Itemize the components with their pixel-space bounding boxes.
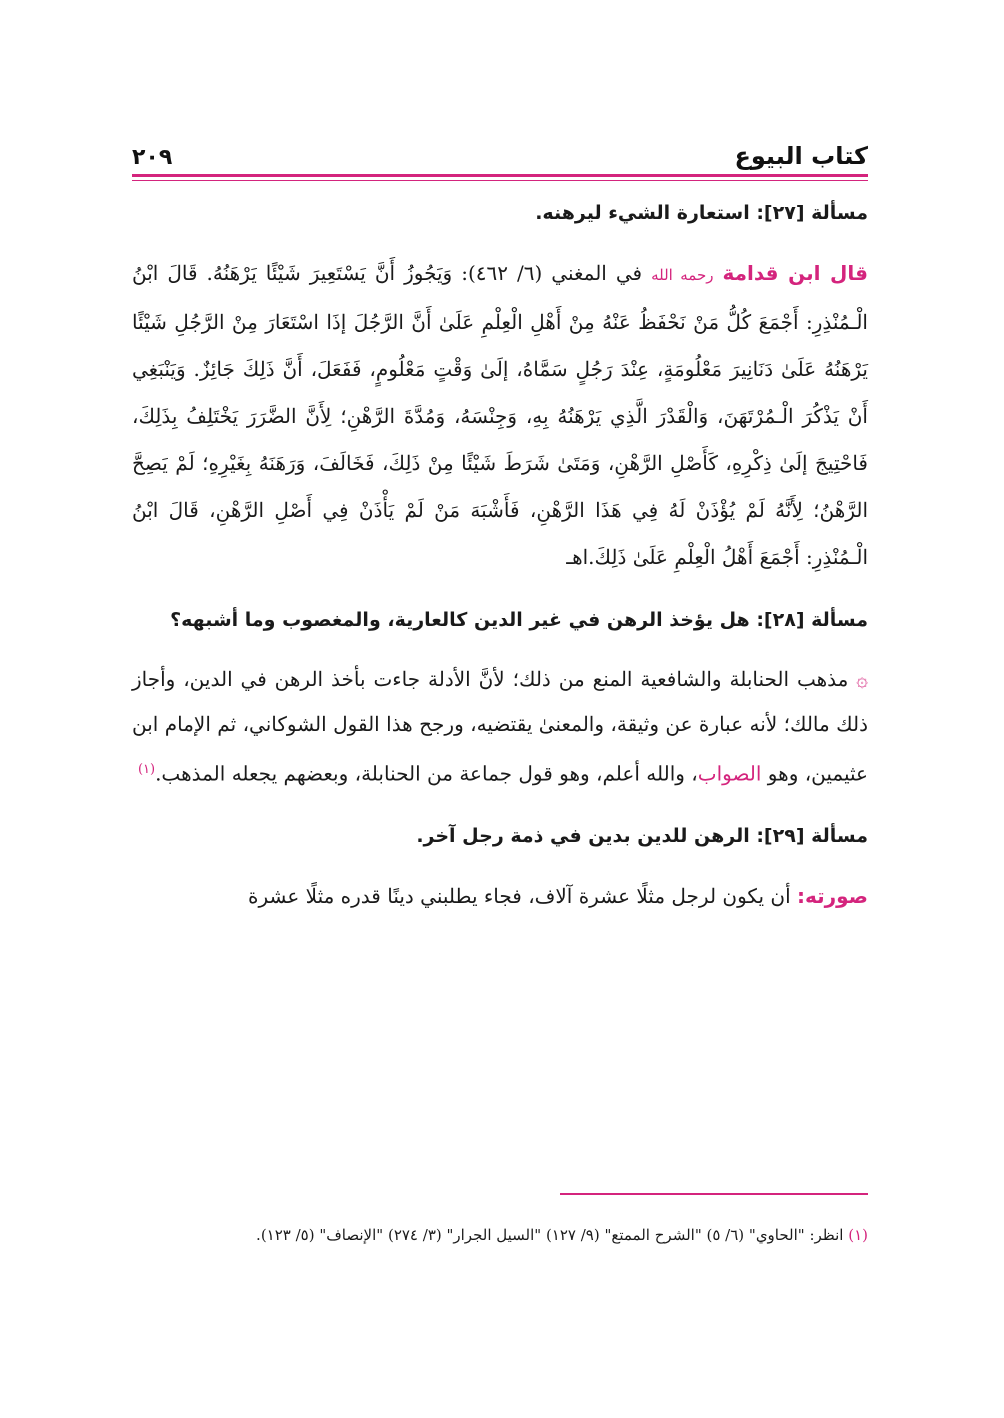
footnote-number: (١) xyxy=(848,1226,868,1244)
section-27-text: في المغني (٦/ ٤٦٢): وَيَجُوزُ أَنَّ يَسْتَعِيرَ شَيْئًا يَرْهَنُهُ. قَالَ ابْنُ الْـمُنْذِرِ: أَجْمَعَ كُلُّ مَنْ نَحْفَظُ عَنْهُ مِنْ أَهْلِ الْعِلْمِ عَلَىٰ أَنَّ الرَّجُلَ إذَا اسْتَعَارَ مِنْ الرَّجُلِ شَيْئًا يَرْهَنُهُ عَلَىٰ دَنَانِيرَ مَعْلُومَةٍ، عِنْدَ رَجُلٍ سَمَّاهُ، إلَىٰ وَقْتٍ مَعْلُومٍ، فَفَعَلَ، أَنَّ ذَلِكَ جَائِزٌ. وَيَنْبَغِي أَنْ يَذْكُرَ الْـمُرْتَهَنَ، وَالْقَدْرَ الَّذِي يَرْهَنُهُ بِهِ، وَجِنْسَهُ، وَمُدَّةَ الرَّهْنِ؛ لِأَنَّ الضَّرَرَ يَخْتَلِفُ بِذَلِكَ، فَاحْتِيجَ إلَىٰ ذِكْرِهِ، كَأَصْلِ الرَّهْنِ، وَمَتَىٰ شَرَطَ شَيْئًا مِنْ ذَلِكَ، فَخَالَفَ، وَرَهَنَهُ بِغَيْرِهِ؛ لَمْ يَصِحَّ الرَّهْنُ؛ لِأَنَّهُ لَمْ يُؤْذَنْ لَهُ فِي هَذَا الرَّهْنِ، فَأَشْبَهَ مَنْ لَمْ يَأْذَنْ فِي أَصْلِ الرَّهْنِ، قَالَ ابْنُ الْـمُنْذِرِ: أَجْمَعَ أَهْلُ الْعِلْمِ عَلَىٰ ذَلِكَ.اهـ xyxy=(132,261,868,569)
header-rule-thick xyxy=(132,174,868,177)
main-text xyxy=(132,192,868,920)
section-27-paragraph xyxy=(132,238,868,581)
highlight-word: الصواب xyxy=(697,761,762,786)
footnote-rule xyxy=(560,1193,868,1195)
section-28-text-before: مذهب الحنابلة والشافعية المنع من ذلك؛ لأنَّ الأدلة جاءت بأخذ الرهن في الدين، وأجاز ذلك مالك؛ لأنه عبارة عن وثيقة، والمعنىٰ يقتضيه، ورجح هذا القول الشوكاني، ثم الإمام ابن عثيمين، وهو xyxy=(132,667,868,786)
footnote-ref[interactable]: (١) xyxy=(137,762,156,777)
section-28-paragraph xyxy=(132,645,868,797)
section-29-paragraph xyxy=(132,861,868,920)
section-28-text-after: ، والله أعلم، وهو قول جماعة من الحنابلة، وبعضهم يجعله المذهب. xyxy=(155,761,698,786)
speaker-name: قال ابن قدامة xyxy=(722,261,869,285)
footnote xyxy=(132,1218,868,1252)
section-27-heading: مسألة [٢٧]: استعارة الشيء ليرهنه. xyxy=(535,202,868,224)
honorific: رحمه الله xyxy=(651,266,714,284)
header-rule-thin xyxy=(132,180,868,181)
section-29-label: صورته: xyxy=(796,883,868,908)
flower-icon: ۞ xyxy=(856,667,868,691)
footnote-text: انظر: "الحاوي" (٦/ ٥) "الشرح الممتع" (٩/ ١٢٧) "السيل الجرار" (٣/ ٢٧٤) "الإنصاف" (٥/ ١٢٣). xyxy=(256,1226,849,1244)
book-title: كتاب البيوع xyxy=(734,142,868,170)
page-number: ٢٠٩ xyxy=(132,145,173,170)
section-29-text: أن يكون لرجل مثلًا عشرة آلاف، فجاء يطلبني دينًا قدره مثلًا عشرة xyxy=(247,883,797,908)
section-28-heading: مسألة [٢٨]: هل يؤخذ الرهن في غير الدين كالعارية، والمغصوب وما أشبهه؟ xyxy=(170,609,868,631)
section-29-heading: مسألة [٢٩]: الرهن للدين بدين في ذمة رجل آخر. xyxy=(416,824,868,847)
running-header xyxy=(132,130,868,170)
